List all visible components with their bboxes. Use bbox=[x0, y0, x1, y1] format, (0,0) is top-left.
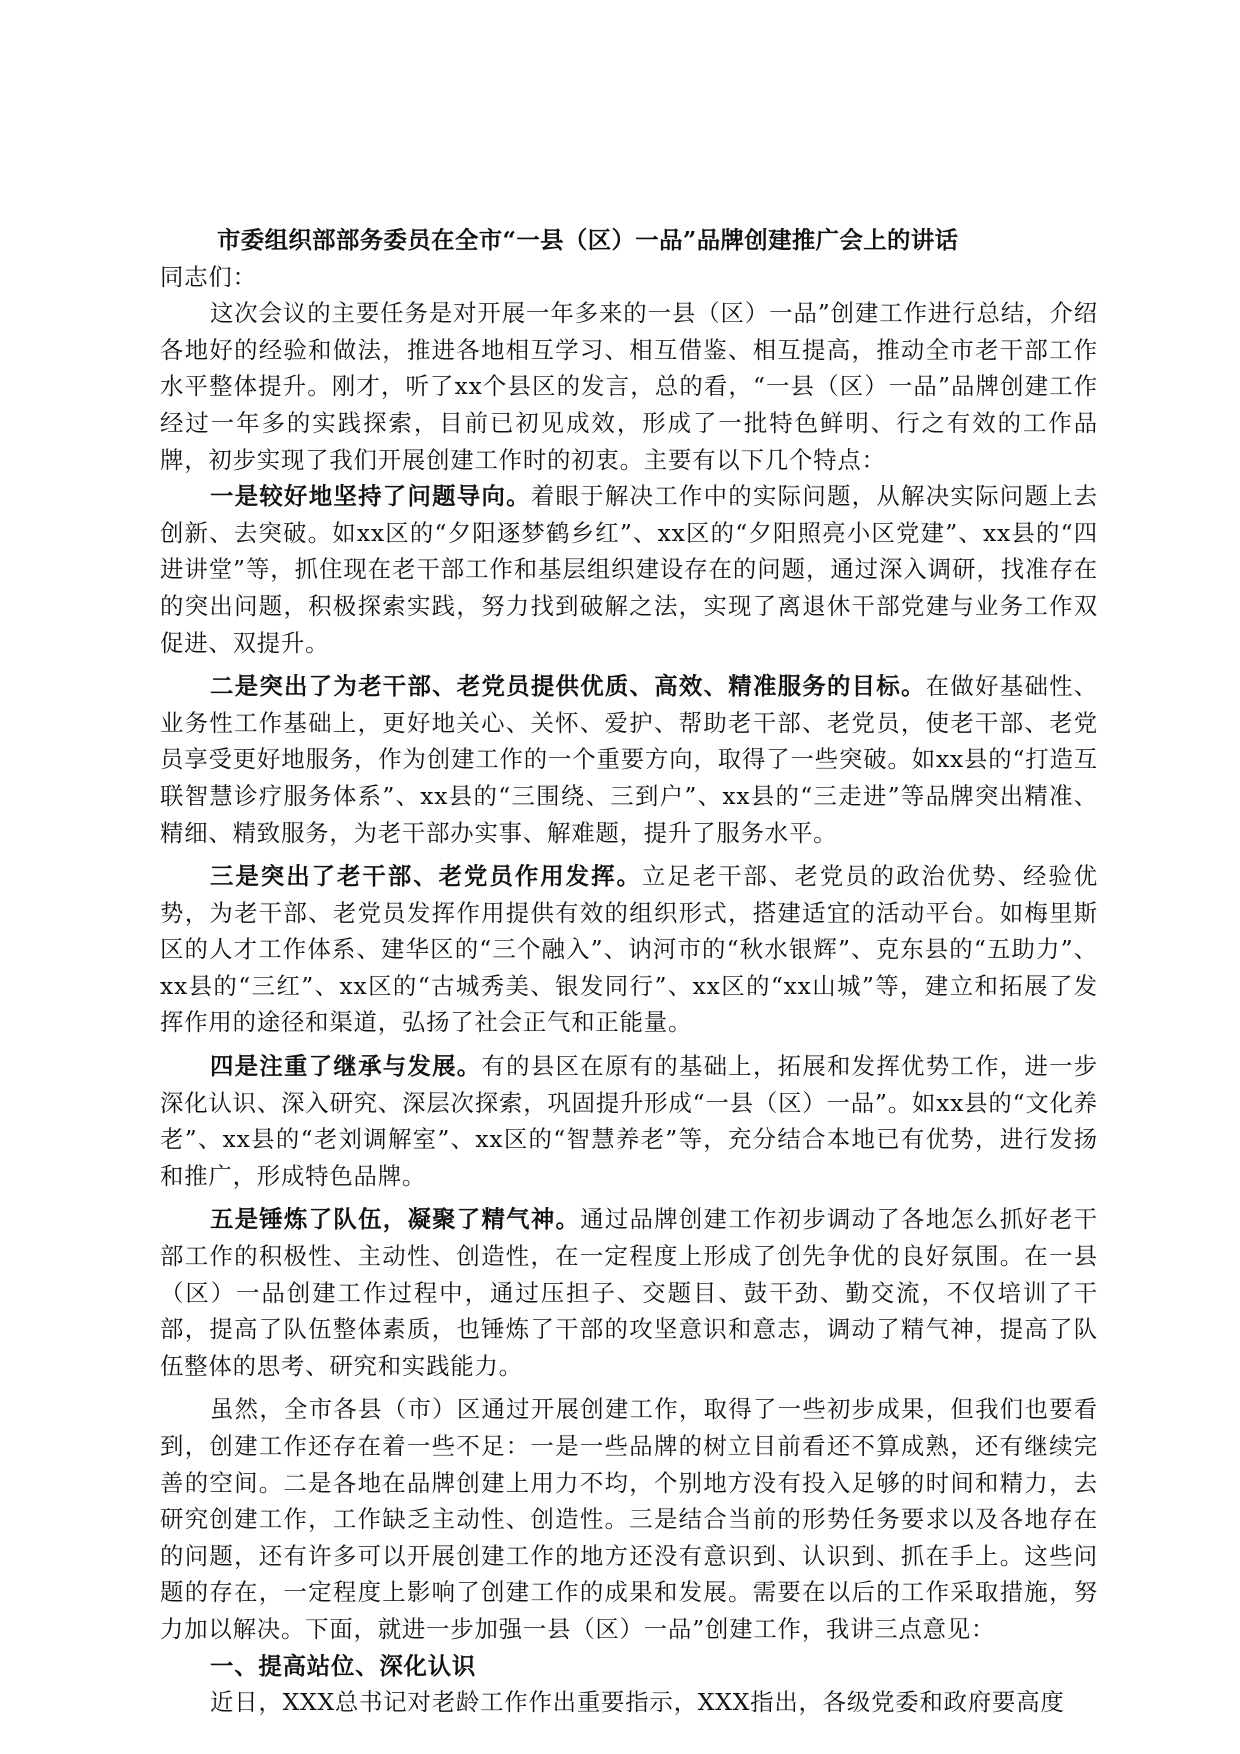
point-lead-2: 二是突出了为老干部、老党员提供优质、高效、精准服务的目标。 bbox=[210, 672, 926, 701]
point-paragraph-3 bbox=[160, 858, 1098, 1041]
point-text-3: 立足老干部、老党员的政治优势、经验优势，为老干部、老党员发挥作用提供有效的组织形式，搭建适宜的活动平台。如梅里斯区的人才工作体系、建华区的“三个融入”、讷河市的“秋水银辉”、克东县的“五助力”、xx县的“三红”、xx区的“古城秀美、银发同行”、xx区的“xx山城”等，建立和拓展了发挥作用的途径和渠道，弘扬了社会正气和正能量。 bbox=[160, 862, 1098, 1037]
point-paragraph-1 bbox=[160, 478, 1098, 661]
point-lead-4: 四是注重了继承与发展。 bbox=[210, 1052, 482, 1081]
point-lead-1: 一是较好地坚持了问题导向。 bbox=[210, 482, 531, 511]
point-text-4: 有的县区在原有的基础上，拓展和发挥优势工作，进一步深化认识、深入研究、深层次探索，巩固提升形成“一县（区）一品”。如xx县的“文化养老”、xx县的“老刘调解室”、xx区的“智慧养老”等，充分结合本地已有优势，进行发扬和推广，形成特色品牌。 bbox=[160, 1052, 1098, 1190]
intro-paragraph: 这次会议的主要任务是对开展一年多来的一县（区）一品”创建工作进行总结，介绍各地好的经验和做法，推进各地相互学习、相互借鉴、相互提高，推动全市老干部工作水平整体提升。刚才，听了xx个县区的发言，总的看，“一县（区）一品”品牌创建工作经过一年多的实践探索，目前已初见成效，形成了一批特色鲜明、行之有效的工作品牌，初步实现了我们开展创建工作时的初衷。主要有以下几个特点： bbox=[160, 299, 1098, 474]
point-text-2: 在做好基础性、业务性工作基础上，更好地关心、关怀、爱护、帮助老干部、老党员，使老干部、老党员享受更好地服务，作为创建工作的一个重要方向，取得了一些突破。如xx县的“打造互联智慧诊疗服务体系”、xx县的“三围绕、三到户”、xx县的“三走进”等品牌突出精准、精细、精致服务，为老干部办实事、解难题，提升了服务水平。 bbox=[160, 672, 1098, 847]
point-lead-5: 五是锤炼了队伍，凝聚了精气神。 bbox=[210, 1205, 581, 1234]
point-text-5: 通过品牌创建工作初步调动了各地怎么抓好老干部工作的积极性、主动性、创造性，在一定程度上形成了创先争优的良好氛围。在一县（区）一品创建工作过程中，通过压担子、交题目、鼓干劲、勤交流，不仅培训了干部，提高了队伍整体素质，也锤炼了干部的攻坚意识和意志，调动了精气神，提高了队伍整体的思考、研究和实践能力。 bbox=[160, 1205, 1098, 1380]
section-paragraph-1: 近日，XXX总书记对老龄工作作出重要指示，XXX指出，各级党委和政府要高度 bbox=[210, 1688, 1065, 1717]
salutation: 同志们： bbox=[160, 262, 257, 291]
document-title: 市委组织部部务委员在全市“一县（区）一品”品牌创建推广会上的讲话 bbox=[217, 226, 959, 254]
point-text-1: 着眼于解决工作中的实际问题，从解决实际问题上去创新、去突破。如xx区的“夕阳逐梦鹤乡红”、xx区的“夕阳照亮小区党建”、xx县的“四进讲堂”等，抓住现在老干部工作和基层组织建设存在的问题，通过深入调研，找准存在的突出问题，积极探索实践，努力找到破解之法，实现了离退休干部党建与业务工作双促进、双提升。 bbox=[160, 482, 1098, 657]
point-paragraph-5 bbox=[160, 1201, 1098, 1384]
shortcomings-paragraph: 虽然，全市各县（市）区通过开展创建工作，取得了一些初步成果，但我们也要看到，创建工作还存在着一些不足：一是一些品牌的树立目前看还不算成熟，还有继续完善的空间。二是各地在品牌创建上用力不均，个别地方没有投入足够的时间和精力，去研究创建工作，工作缺乏主动性、创造性。三是结合当前的形势任务要求以及各地存在的问题，还有许多可以开展创建工作的地方还没有意识到、认识到、抓在手上。这些问题的存在，一定程度上影响了创建工作的成果和发展。需要在以后的工作采取措施，努力加以解决。下面，就进一步加强一县（区）一品”创建工作，我讲三点意见： bbox=[160, 1395, 1098, 1643]
section-heading-1: 一、提高站位、深化认识 bbox=[210, 1651, 477, 1680]
point-paragraph-2 bbox=[160, 668, 1098, 851]
point-lead-3: 三是突出了老干部、老党员作用发挥。 bbox=[210, 862, 642, 891]
document-body bbox=[160, 222, 1098, 1721]
point-paragraph-4 bbox=[160, 1048, 1098, 1194]
